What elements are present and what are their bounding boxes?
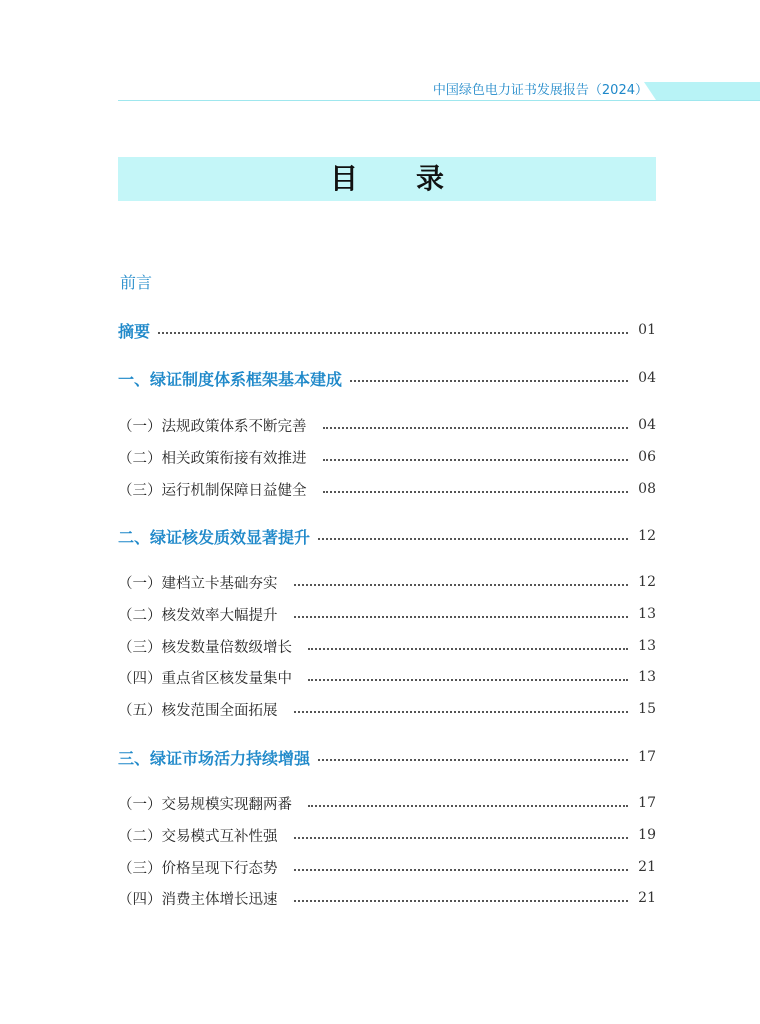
toc-entry-section-2-1[interactable] xyxy=(118,571,656,593)
toc-entry-section-2-4[interactable] xyxy=(118,666,656,688)
toc-entry-section-1-2[interactable] xyxy=(118,446,656,468)
toc-entry-section-2[interactable] xyxy=(118,525,656,547)
dot-leader xyxy=(318,759,628,761)
toc-entry-page: 13 xyxy=(638,669,656,685)
toc-entry-section-1-3[interactable] xyxy=(118,478,656,500)
toc-entry-page: 17 xyxy=(638,795,656,811)
toc-entry-section-3-1[interactable] xyxy=(118,792,656,814)
toc-entry-label: （一）建档立卡基础夯实 xyxy=(118,575,278,592)
toc-entry-page: 13 xyxy=(638,606,656,622)
toc-entry-page: 21 xyxy=(638,859,656,875)
toc-entry-page: 12 xyxy=(638,574,656,590)
toc-entry-label: （一）法规政策体系不断完善 xyxy=(118,418,307,435)
toc-entry-section-3-2[interactable] xyxy=(118,824,656,846)
toc-entry-page: 13 xyxy=(638,638,656,654)
toc-title-banner xyxy=(118,157,656,201)
toc-entry-label: （四）消费主体增长迅速 xyxy=(118,891,278,908)
dot-leader xyxy=(323,427,629,429)
header-divider xyxy=(118,100,760,101)
toc-entry-section-1-1[interactable] xyxy=(118,414,656,436)
toc-entry-label: （二）相关政策衔接有效推进 xyxy=(118,450,307,467)
toc-entry-section-2-2[interactable] xyxy=(118,603,656,625)
dot-leader xyxy=(308,648,628,650)
toc-entry-section-1[interactable] xyxy=(118,367,656,389)
toc-entry-page: 12 xyxy=(638,528,656,544)
dot-leader xyxy=(294,584,629,586)
dot-leader xyxy=(294,711,629,713)
toc-entry-section-3-4[interactable] xyxy=(118,887,656,909)
toc-entry-label: 二、绿证核发质效显著提升 xyxy=(118,527,311,547)
toc-entry-page: 04 xyxy=(638,417,656,433)
toc-entry-page: 21 xyxy=(638,890,656,906)
toc-title-char-1: 目 xyxy=(330,162,359,195)
toc-entry-page: 17 xyxy=(638,749,656,765)
toc-entry-page: 19 xyxy=(638,827,656,843)
dot-leader xyxy=(323,459,629,461)
dot-leader xyxy=(294,900,629,902)
toc-entry-label: 三、绿证市场活力持续增强 xyxy=(118,748,311,768)
toc-entry-section-2-5[interactable] xyxy=(118,698,656,720)
dot-leader xyxy=(294,869,629,871)
dot-leader xyxy=(323,491,629,493)
dot-leader xyxy=(158,332,628,334)
dot-leader xyxy=(294,616,629,618)
toc-entry-label: （二）交易模式互补性强 xyxy=(118,828,278,845)
toc-entry-label: （三）价格呈现下行态势 xyxy=(118,860,278,877)
toc-entry-summary[interactable] xyxy=(118,319,656,341)
dot-leader xyxy=(350,380,628,382)
toc-entry-page: 08 xyxy=(638,481,656,497)
toc-entry-label: （三）核发数量倍数级增长 xyxy=(118,639,292,656)
toc-entry-label: （四）重点省区核发量集中 xyxy=(118,670,292,687)
toc-entry-page: 01 xyxy=(638,322,656,338)
toc-entry-label: （一）交易规模实现翻两番 xyxy=(118,796,292,813)
toc-entry-label: （二）核发效率大幅提升 xyxy=(118,607,278,624)
toc-entry-section-3[interactable] xyxy=(118,746,656,768)
report-header-title: 中国绿色电力证书发展报告（2024） xyxy=(432,83,648,98)
toc-entry-page: 15 xyxy=(638,701,656,717)
toc-entry-section-2-3[interactable] xyxy=(118,635,656,657)
header-decorative-tab xyxy=(644,82,760,100)
toc-title-char-2: 录 xyxy=(416,162,445,195)
dot-leader xyxy=(294,837,629,839)
toc-entry-page: 06 xyxy=(638,449,656,465)
toc-entry-label: 一、绿证制度体系框架基本建成 xyxy=(118,369,343,389)
toc-entry-label: （五）核发范围全面拓展 xyxy=(118,702,278,719)
dot-leader xyxy=(308,805,628,807)
dot-leader xyxy=(318,538,628,540)
toc-entry-label: 摘要 xyxy=(118,321,151,341)
toc-entry-page: 04 xyxy=(638,370,656,386)
toc-entry-section-3-3[interactable] xyxy=(118,856,656,878)
dot-leader xyxy=(308,679,628,681)
toc-entry-foreword[interactable]: 前言 xyxy=(120,273,153,292)
toc-entry-label: （三）运行机制保障日益健全 xyxy=(118,482,307,499)
